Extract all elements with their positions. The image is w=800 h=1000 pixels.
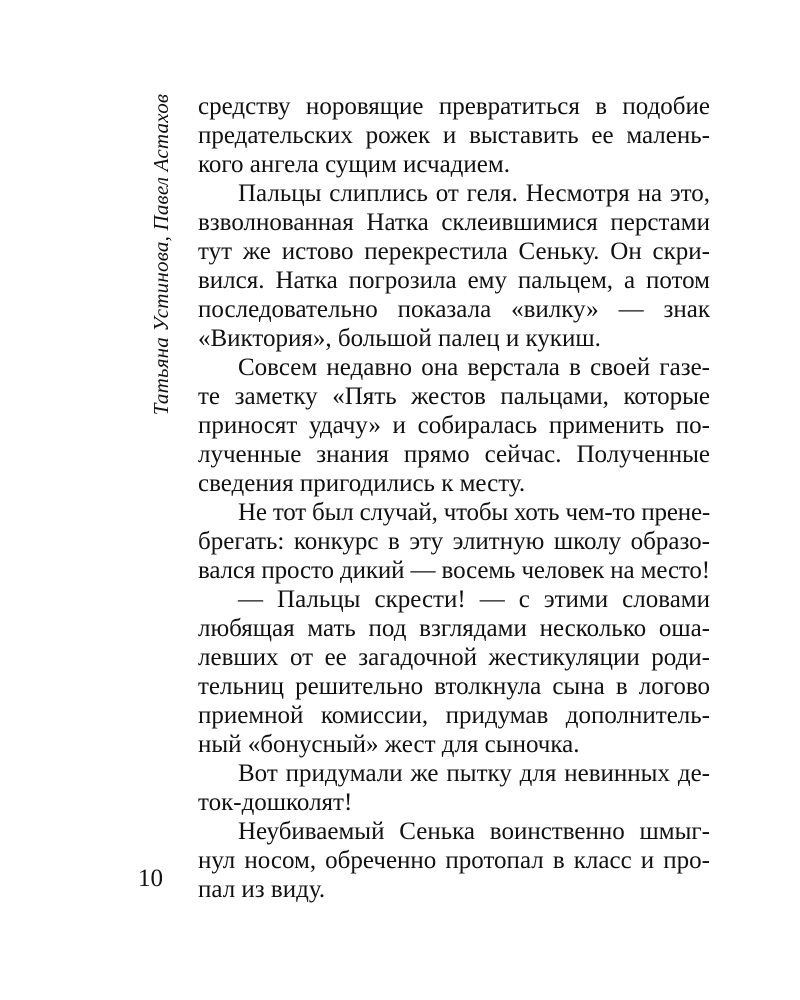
text-line: левших от ее загадочной жестикуляции роди-	[198, 644, 710, 671]
text-line: средству норовящие превратиться в подобие	[198, 93, 710, 120]
text-line: «Виктория», большой палец и кукиш.	[198, 325, 601, 352]
text-line: приносят удачу» и собиралась применить по-	[198, 412, 710, 439]
text-line: — Пальцы скрести! — с этими словами	[238, 586, 710, 613]
text-line: нул носом, обреченно протопал в класс и про-	[198, 847, 710, 874]
text-line: предательских рожек и выставить ее малень-	[198, 122, 710, 149]
running-head-text: Татьяна Устинова, Павел Астахов	[149, 93, 174, 415]
text-line: вался просто дикий — восемь человек на место!	[198, 557, 710, 584]
text-line: Совсем недавно она верстала в своей газе-	[238, 354, 710, 381]
running-head	[146, 93, 178, 415]
page-number: 10	[138, 865, 163, 892]
text-line: приемной комиссии, придумав дополнитель-	[198, 702, 710, 729]
text-line: тут же истово перекрестила Сеньку. Он скри-	[198, 238, 710, 265]
text-line: тельниц решительно втолкнула сына в логово	[198, 673, 710, 700]
text-line: последовательно показала «вилку» — знак	[198, 296, 710, 323]
text-line: кого ангела сущим исчадием.	[198, 151, 510, 178]
text-line: вился. Натка погрозила ему пальцем, а потом	[198, 267, 710, 294]
text-line: пал из виду.	[198, 876, 326, 903]
text-line: брегать: конкурс в эту элитную школу образо-	[198, 528, 710, 555]
text-line: Не тот был случай, чтобы хоть чем-то прене-	[238, 499, 710, 526]
text-line: те заметку «Пять жестов пальцами, которые	[198, 383, 710, 410]
body-text	[198, 92, 710, 904]
text-line: Вот придумали же пытку для невинных де-	[238, 760, 710, 787]
text-line: сведения пригодились к месту.	[198, 470, 526, 497]
text-line: Неубиваемый Сенька воинственно шмыг-	[238, 818, 710, 845]
text-line: лученные знания прямо сейчас. Полученные	[198, 441, 710, 468]
text-line: ток-дошколят!	[198, 789, 353, 816]
text-line: ный «бонусный» жест для сыночка.	[198, 731, 580, 758]
text-line: взволнованная Натка склеившимися перстами	[198, 209, 710, 236]
text-line: любящая мать под взглядами несколько оша-	[198, 615, 710, 642]
text-line: Пальцы слиплись от геля. Несмотря на это,	[238, 180, 710, 207]
